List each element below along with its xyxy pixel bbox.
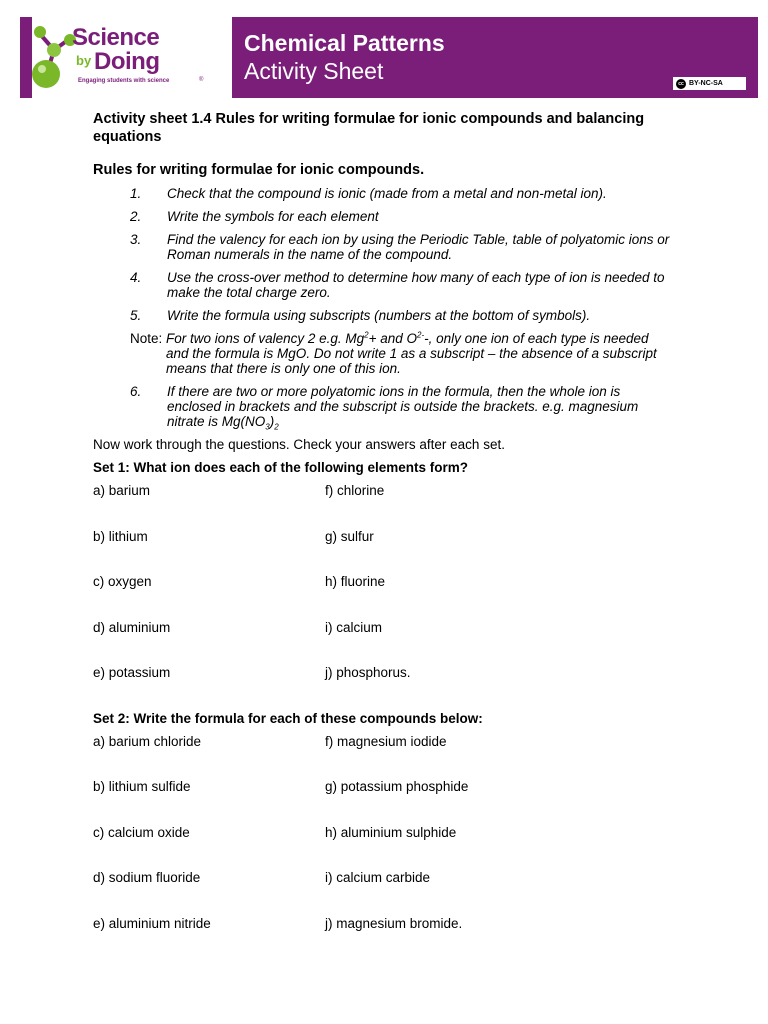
rule-text: Check that the compound is ionic (made from a metal and non-metal ion).	[167, 186, 607, 201]
list-item	[130, 270, 693, 300]
list-item	[130, 308, 693, 323]
list-item	[130, 384, 693, 432]
question-item: d) aluminium	[93, 619, 171, 635]
table-row	[93, 734, 693, 780]
question-item: b) lithium sulfide	[93, 779, 191, 794]
rule-number: 2.	[130, 209, 142, 224]
note-continuation: and the formula is MgO. Do not write 1 as a subscript – the absence of a subscript means that there is only one of this ion.	[166, 346, 657, 376]
question-item: c) calcium oxide	[93, 824, 190, 840]
set1-title: Set 1: What ion does each of the following elements form?	[93, 460, 469, 475]
rule-number: 4.	[130, 270, 142, 285]
banner-title: Chemical Patterns	[244, 30, 445, 56]
banner-subtitle: Activity Sheet	[244, 58, 384, 84]
worksheet-content	[93, 110, 693, 961]
question-item: e) aluminium nitride	[93, 915, 211, 931]
table-row	[93, 916, 693, 962]
question-item: g) sulfur	[325, 528, 374, 544]
question-item: a) barium	[93, 483, 151, 498]
superscript: 2-	[417, 330, 425, 340]
science-by-doing-logo	[28, 22, 208, 92]
table-row	[93, 825, 693, 871]
license-text: BY-NC-SA	[689, 80, 723, 87]
table-row	[93, 665, 693, 711]
rule-text-part: )	[269, 414, 275, 429]
rule-text	[167, 384, 677, 432]
table-row	[93, 529, 693, 575]
list-item	[130, 186, 693, 201]
set2-title: Set 2: Write the formula for each of these compounds below:	[93, 710, 483, 726]
logo-doing-text: Doing	[94, 48, 160, 75]
question-item: c) oxygen	[93, 574, 152, 589]
table-row	[93, 779, 693, 825]
question-item: h) aluminium sulphide	[325, 824, 457, 840]
question-item: a) barium chloride	[93, 733, 202, 749]
note-text-part: + and O	[368, 331, 418, 346]
subscript: 3	[265, 422, 270, 432]
note-text-part: For two ions of valency 2 e.g. Mg	[166, 331, 365, 346]
question-item: i) calcium carbide	[325, 870, 431, 885]
question-item: i) calcium	[325, 619, 383, 635]
set1-questions	[93, 483, 693, 711]
logo-registered-mark: ®	[199, 77, 204, 83]
question-item: j) phosphorus.	[325, 665, 411, 680]
table-row	[93, 574, 693, 620]
set2-questions	[93, 734, 693, 962]
question-item: h) fluorine	[325, 574, 386, 589]
rules-list	[93, 186, 693, 432]
note	[130, 331, 693, 376]
question-item: f) chlorine	[325, 483, 385, 498]
question-item: f) magnesium iodide	[325, 733, 447, 749]
instructions-text: Now work through the questions. Check your answers after each set.	[93, 437, 505, 452]
superscript: 2	[364, 330, 369, 340]
note-text	[166, 331, 649, 346]
subscript: 2	[274, 422, 279, 432]
rule-number: 6.	[130, 384, 142, 399]
rule-text: Write the formula using subscripts (numbers at the bottom of symbols).	[167, 308, 591, 323]
question-item: g) potassium phosphide	[325, 779, 469, 794]
question-item: b) lithium	[93, 528, 148, 544]
rule-number: 5.	[130, 308, 142, 323]
rules-heading: Rules for writing formulae for ionic compounds.	[93, 162, 425, 178]
logo-by-text: by	[76, 53, 92, 68]
note-text-part: -, only one ion of each type is needed	[424, 331, 649, 346]
activity-heading: Activity sheet 1.4 Rules for writing formulae for ionic compounds and balancing equations	[93, 111, 645, 145]
rule-text: Find the valency for each ion by using the Periodic Table, table of polyatomic ions or Roman numerals in the name of the compound.	[167, 232, 670, 262]
question-item: d) sodium fluoride	[93, 870, 201, 885]
question-item: j) magnesium bromide.	[325, 915, 463, 931]
list-item	[130, 232, 693, 262]
question-item: e) potassium	[93, 665, 171, 680]
logo-science-text: Science	[72, 24, 160, 51]
license-badge	[673, 77, 746, 90]
table-row	[93, 620, 693, 666]
logo-tagline: Engaging students with science	[78, 78, 170, 84]
rule-number: 1.	[130, 186, 142, 201]
rule-text-part: If there are two or more polyatomic ions in the formula, then the whole ion is enclosed in brackets and the subscript is outside the brackets. e.g. magnesium nitrate is Mg(NO	[167, 384, 639, 429]
creative-commons-icon: cc	[676, 79, 686, 89]
rule-number: 3.	[130, 232, 142, 247]
table-row	[93, 870, 693, 916]
rule-text: Write the symbols for each element	[167, 209, 379, 224]
table-row	[93, 483, 693, 529]
rule-text: Use the cross-over method to determine how many of each type of ion is needed to make the total charge zero.	[167, 270, 665, 300]
note-label: Note:	[130, 331, 163, 346]
list-item	[130, 209, 693, 224]
